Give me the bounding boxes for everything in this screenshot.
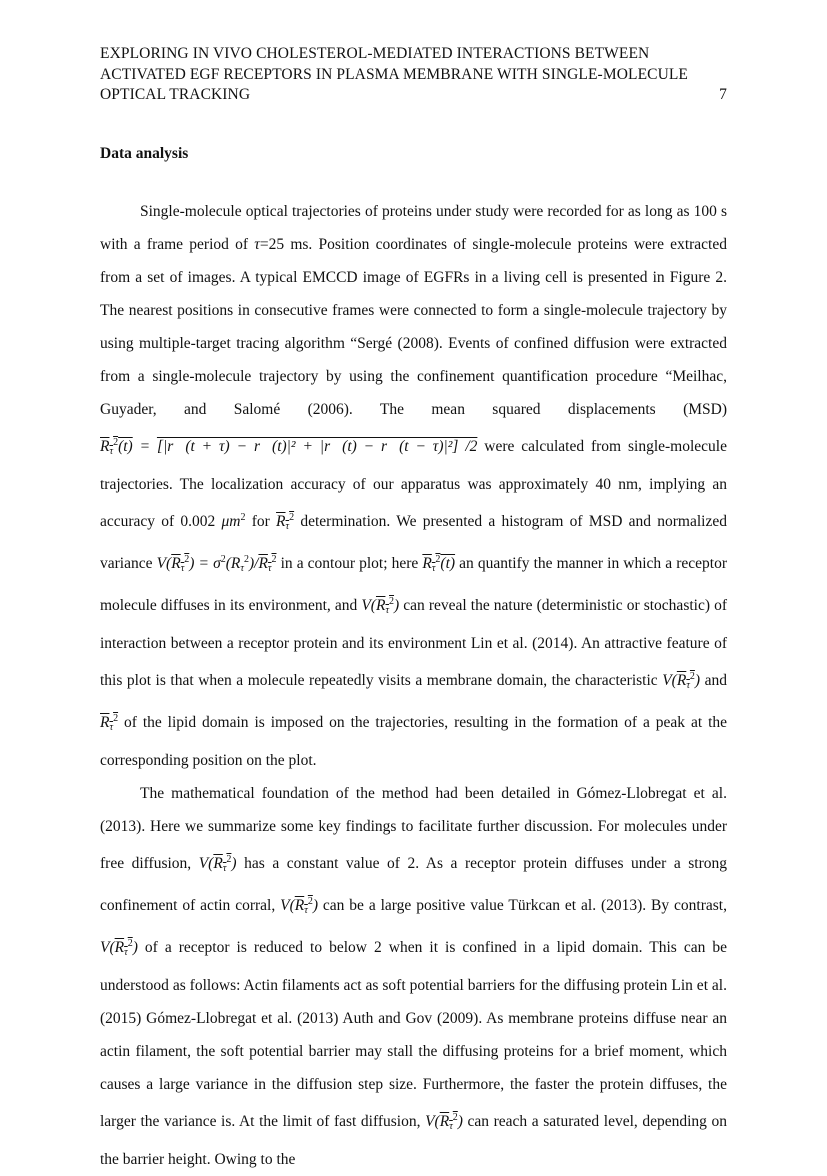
- math-variance: $V(R_\tau^2)$: [662, 670, 701, 691]
- body-text: [100, 195, 727, 1176]
- math-msd-t: $R_\tau^2(t)$: [422, 553, 456, 574]
- p2-b: has a constant value of 2. As a receptor protein diffuses under a strong confinement of actin corral,: [100, 854, 727, 914]
- msd-symbol: $R_\tau^2(t)$: [100, 436, 133, 457]
- p1-b: =25 ms. Position coordinates of single-molecule proteins were extracted from a set of images. A typical EMCCD image of EGFRs in a living cell is presented in Figure 2. The nearest positions in consecutive frames were connected to form a single-molecule trajectory by using multiple-target tracing algorithm “Sergé (2008). Events of confined diffusion were extracted from a single-molecule trajectory by using the confinement quantification procedure “Meilhac, Guyader, and Salomé (2006). The mean squared displacements (MSD): [100, 235, 727, 418]
- page: [100, 44, 727, 1176]
- p1-i: and: [700, 671, 727, 689]
- math-r-tau-sq: $R_\tau^2$: [276, 511, 295, 532]
- page-number: 7: [719, 86, 727, 103]
- math-mu-m: $\mu m^2$: [221, 511, 246, 530]
- header-line-3-row: [100, 85, 727, 106]
- p1-g: an quantify the manner in which a receptor molecule diffuses in its environment, and: [100, 554, 727, 614]
- math-tau: τ: [254, 235, 260, 253]
- p1-d: for: [245, 512, 277, 530]
- section-title: Data analysis: [100, 144, 189, 162]
- p2-d: of a receptor is reduced to below 2 when it is confined in a lipid domain. This can be understood as follows: Actin filaments act as soft potential barriers for the diffusing protein Lin et al. (2015) Gómez-Llobregat et al. (2013) Auth and Gov (2009). As membrane proteins diffuse near an actin filament, the soft potential barrier may stall the diffusing proteins for a brief moment, which causes a large variance in the diffusion step size. Furthermore, the faster the protein diffuses, the larger the variance is. At the limit of fast diffusion,: [100, 938, 727, 1130]
- math-r-tau-sq: $R_\tau^2$: [100, 712, 119, 733]
- p1-j: of the lipid domain is imposed on the trajectories, resulting in the formation of a peak at the corresponding position on the plot.: [100, 713, 727, 769]
- math-variance: $V(R_\tau^2)$: [100, 937, 138, 958]
- paragraph-2: [100, 777, 727, 1176]
- p1-c: were calculated from single-molecule trajectories. The localization accuracy of our apparatus was approximately 40 nm, implying an accuracy of 0.002: [100, 437, 727, 530]
- math-variance-definition: $V(R_\tau^2) = \sigma^2(R_\tau^2)/R_\tau^2$: [156, 553, 277, 574]
- p2-c: can be a large positive value Türkcan et al. (2013). By contrast,: [318, 896, 727, 914]
- math-variance: $V(R_\tau^2)$: [425, 1111, 463, 1132]
- msd-formula: [|r⃗(t + τ) − r⃗(t)|² + |r⃗(t) − r⃗(t − τ)|²] /2: [156, 437, 478, 455]
- p2-e: can reach a saturated level, depending on the barrier height. Owing to the: [100, 1112, 727, 1168]
- p1-h: can reveal the nature (deterministic or stochastic) of interaction between a receptor protein and its environment Lin et al. (2014). An attractive feature of this plot is that when a molecule repeatedly visits a membrane domain, the characteristic: [100, 596, 727, 689]
- math-variance: $V(R_\tau^2)$: [198, 853, 237, 874]
- math-variance: $V(R_\tau^2)$: [361, 595, 400, 616]
- running-header: [100, 44, 727, 106]
- header-line-2: ACTIVATED EGF RECEPTORS IN PLASMA MEMBRANE WITH SINGLE-MOLECULE: [100, 65, 689, 83]
- paragraph-1: [100, 195, 727, 777]
- math-variance: $V(R_\tau^2)$: [280, 895, 318, 916]
- p1-e: determination. We presented a histogram of MSD and normalized variance: [100, 512, 727, 572]
- header-line-3: OPTICAL TRACKING: [100, 86, 251, 103]
- p2-a: The mathematical foundation of the method had been detailed in Gómez-Llobregat et al. (2013). Here we summarize some key findings to facilitate further discussion. For molecules under free diffusion,: [100, 784, 727, 872]
- p1-f: in a contour plot; here: [276, 554, 423, 572]
- p1-a: Single-molecule optical trajectories of proteins under study were recorded for as long as 100 s with a frame period of: [100, 202, 727, 253]
- header-line-1: EXPLORING IN VIVO CHOLESTEROL-MEDIATED INTERACTIONS BETWEEN: [100, 45, 650, 62]
- math-msd-definition: $R_\tau^2(t)$ = [|r⃗(t + τ) − r⃗(t)|² + |r⃗(t) − r⃗(t − τ)|²] /2: [100, 436, 478, 457]
